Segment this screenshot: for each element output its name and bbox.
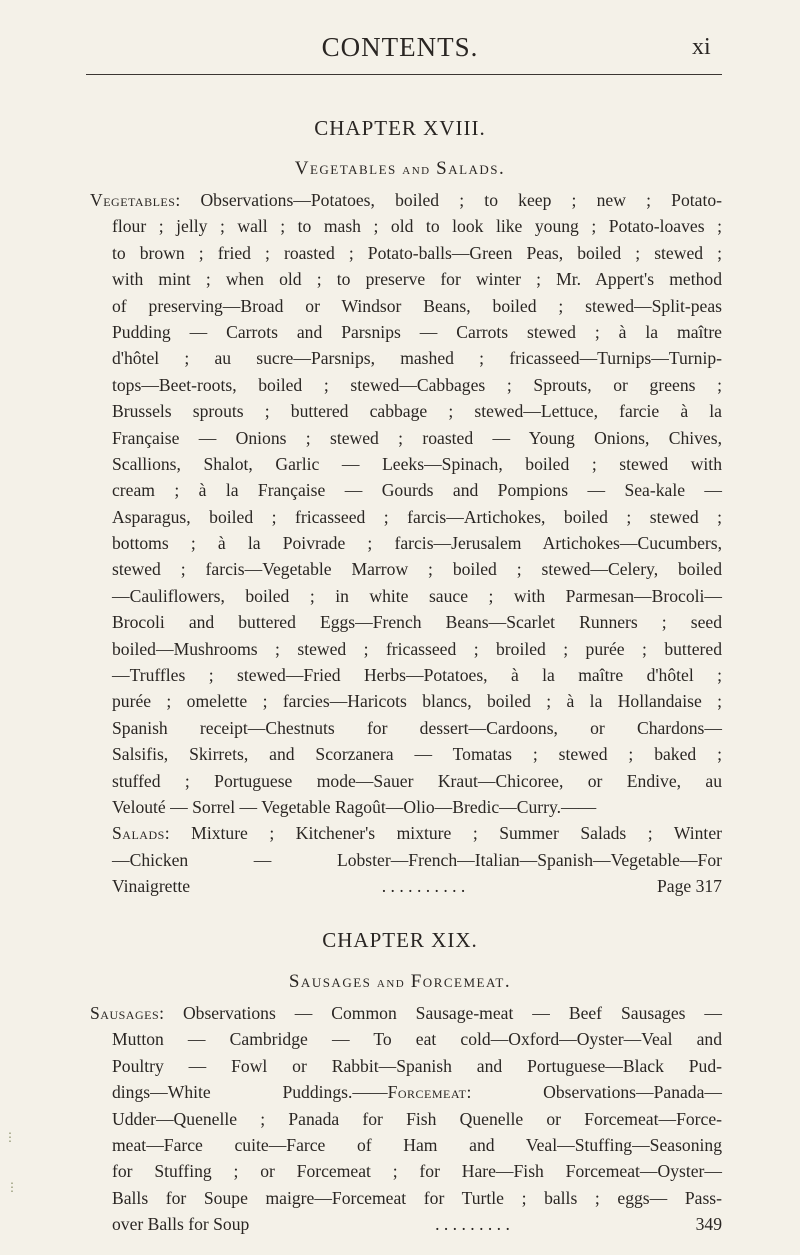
contents-last-line — [112, 873, 722, 899]
contents-line: Asparagus, boiled ; fricasseed ; farcis—Artichokes, boiled ; stewed ; — [112, 506, 722, 527]
contents-line: —Chicken — Lobster—French—Italian—Spanish—Vegetable—For — [112, 849, 722, 870]
contents-last-line — [112, 1211, 722, 1237]
contents-line: Sausages: Observations — Common Sausage-meat — Beef Sausages — — [90, 1003, 722, 1023]
contents-line: Pudding — Carrots and Parsnips — Carrots stewed ; à la maître — [112, 321, 722, 342]
contents-line: Brussels sprouts ; buttered cabbage ; stewed—Lettuce, farcie à la — [112, 401, 722, 422]
contents-line: Brocoli and buttered Eggs—French Beans—Scarlet Runners ; seed — [112, 612, 722, 633]
chapter-18-subtitle-and: and — [402, 161, 431, 178]
contents-line: —Cauliflowers, boiled ; in white sauce ; with Parmesan—Brocoli— — [112, 585, 722, 606]
last-entry-text: Vinaigrette — [112, 876, 191, 897]
contents-line: stewed ; farcis—Vegetable Marrow ; boiled ; stewed—Celery, boiled — [112, 559, 722, 580]
header-rule — [86, 74, 722, 75]
chapter-19-subtitle — [0, 971, 800, 993]
contents-line: Spanish receipt—Chestnuts for dessert—Cardoons, or Chardons— — [112, 717, 722, 738]
contents-line: Salads: Mixture ; Kitchener's mixture ; Summer Salads ; Winter — [112, 823, 722, 844]
contents-line: bottoms ; à la Poivrade ; farcis—Jerusalem Artichokes—Cucumbers, — [112, 533, 722, 554]
running-head-title: CONTENTS. — [321, 32, 479, 62]
contents-line: Vegetables: Observations—Potatoes, boiled ; to keep ; new ; Potato- — [90, 190, 722, 210]
chapter-18-subtitle — [0, 158, 800, 180]
contents-line: d'hôtel ; au sucre—Parsnips, mashed ; fricasseed—Turnips—Turnip- — [112, 348, 722, 369]
contents-line: tops—Beet-roots, boiled ; stewed—Cabbages ; Sprouts, or greens ; — [112, 374, 722, 395]
chapter-18-contents — [90, 187, 722, 900]
contents-line: Udder—Quenelle ; Panada for Fish Quenelle or Forcemeat—Force- — [112, 1108, 722, 1129]
contents-line: for Stuffing ; or Forcemeat ; for Hare—Fish Forcemeat—Oyster— — [112, 1161, 722, 1182]
chapter-19-subtitle-and: and — [376, 974, 406, 991]
leader-dots: . . . . . . . . . — [435, 1214, 510, 1235]
contents-line: Mutton — Cambridge — To eat cold—Oxford—Oyster—Veal and — [112, 1029, 722, 1050]
contents-line: Balls for Soupe maigre—Forcemeat for Turtle ; balls ; eggs— Pass- — [112, 1187, 722, 1208]
contents-line: Poultry — Fowl or Rabbit—Spanish and Portuguese—Black Pud- — [112, 1055, 722, 1076]
leader-dots: . . . . . . . . . . — [381, 876, 466, 897]
chapter-18-heading: CHAPTER XVIII. — [314, 116, 486, 140]
contents-line: with mint ; when old ; to preserve for winter ; Mr. Appert's method — [112, 269, 722, 290]
contents-line: boiled—Mushrooms ; stewed ; fricasseed ; broiled ; purée ; buttered — [112, 638, 722, 659]
chapter-19-contents — [90, 1000, 723, 1238]
margin-speck: ⋮ — [6, 1180, 18, 1194]
lead-word: Sausages — [90, 1003, 160, 1023]
chapter-19-subtitle-part2: Forcemeat. — [410, 971, 512, 992]
chapter-19-heading: CHAPTER XIX. — [322, 928, 478, 952]
contents-line: of preserving—Broad or Windsor Beans, boiled ; stewed—Split-peas — [112, 295, 722, 316]
salads-word: Salads — [112, 823, 165, 844]
chapter-19-subtitle-part1: Sausages — [288, 971, 372, 992]
contents-line: flour ; jelly ; wall ; to mash ; old to look like young ; Potato-loaves ; — [112, 216, 722, 237]
last-entry-text: over Balls for Soup — [112, 1214, 250, 1235]
page-number: xi — [692, 34, 711, 60]
contents-line: Velouté — Sorrel — Vegetable Ragoût—Olio—Bredic—Curry.—— — [112, 796, 597, 817]
lead-word: Vegetables — [90, 190, 176, 210]
contents-line: purée ; omelette ; farcies—Haricots blancs, boiled ; à la Hollandaise ; — [112, 691, 722, 712]
contents-line: —Truffles ; stewed—Fried Herbs—Potatoes, à la maître d'hôtel ; — [112, 665, 722, 686]
forcemeat-word: Forcemeat — [387, 1082, 467, 1103]
contents-line: Salsifis, Skirrets, and Scorzanera — Tomatas ; stewed ; baked ; — [112, 744, 722, 765]
contents-line: Française — Onions ; stewed ; roasted — Young Onions, Chives, — [112, 427, 722, 448]
contents-line: meat—Farce cuite—Farce of Ham and Veal—Stuffing—Seasoning — [112, 1134, 722, 1155]
page-reference: Page 317 — [656, 876, 722, 897]
chapter-18-subtitle-part2: Salads. — [436, 158, 506, 179]
contents-line: stuffed ; Portuguese mode—Sauer Kraut—Chicoree, or Endive, au — [112, 770, 722, 791]
margin-speck: ⋮ — [4, 1130, 16, 1144]
contents-line: cream ; à la Française — Gourds and Pompions — Sea-kale — — [112, 480, 722, 501]
contents-line: to brown ; fried ; roasted ; Potato-balls—Green Peas, boiled ; stewed ; — [112, 242, 722, 263]
page-reference: 349 — [695, 1214, 722, 1235]
contents-line: Scallions, Shalot, Garlic — Leeks—Spinach, boiled ; stewed with — [112, 453, 722, 474]
contents-line: dings—White Puddings.——Forcemeat: Observations—Panada— — [112, 1082, 723, 1103]
chapter-18-subtitle-part1: Vegetables — [294, 158, 397, 179]
